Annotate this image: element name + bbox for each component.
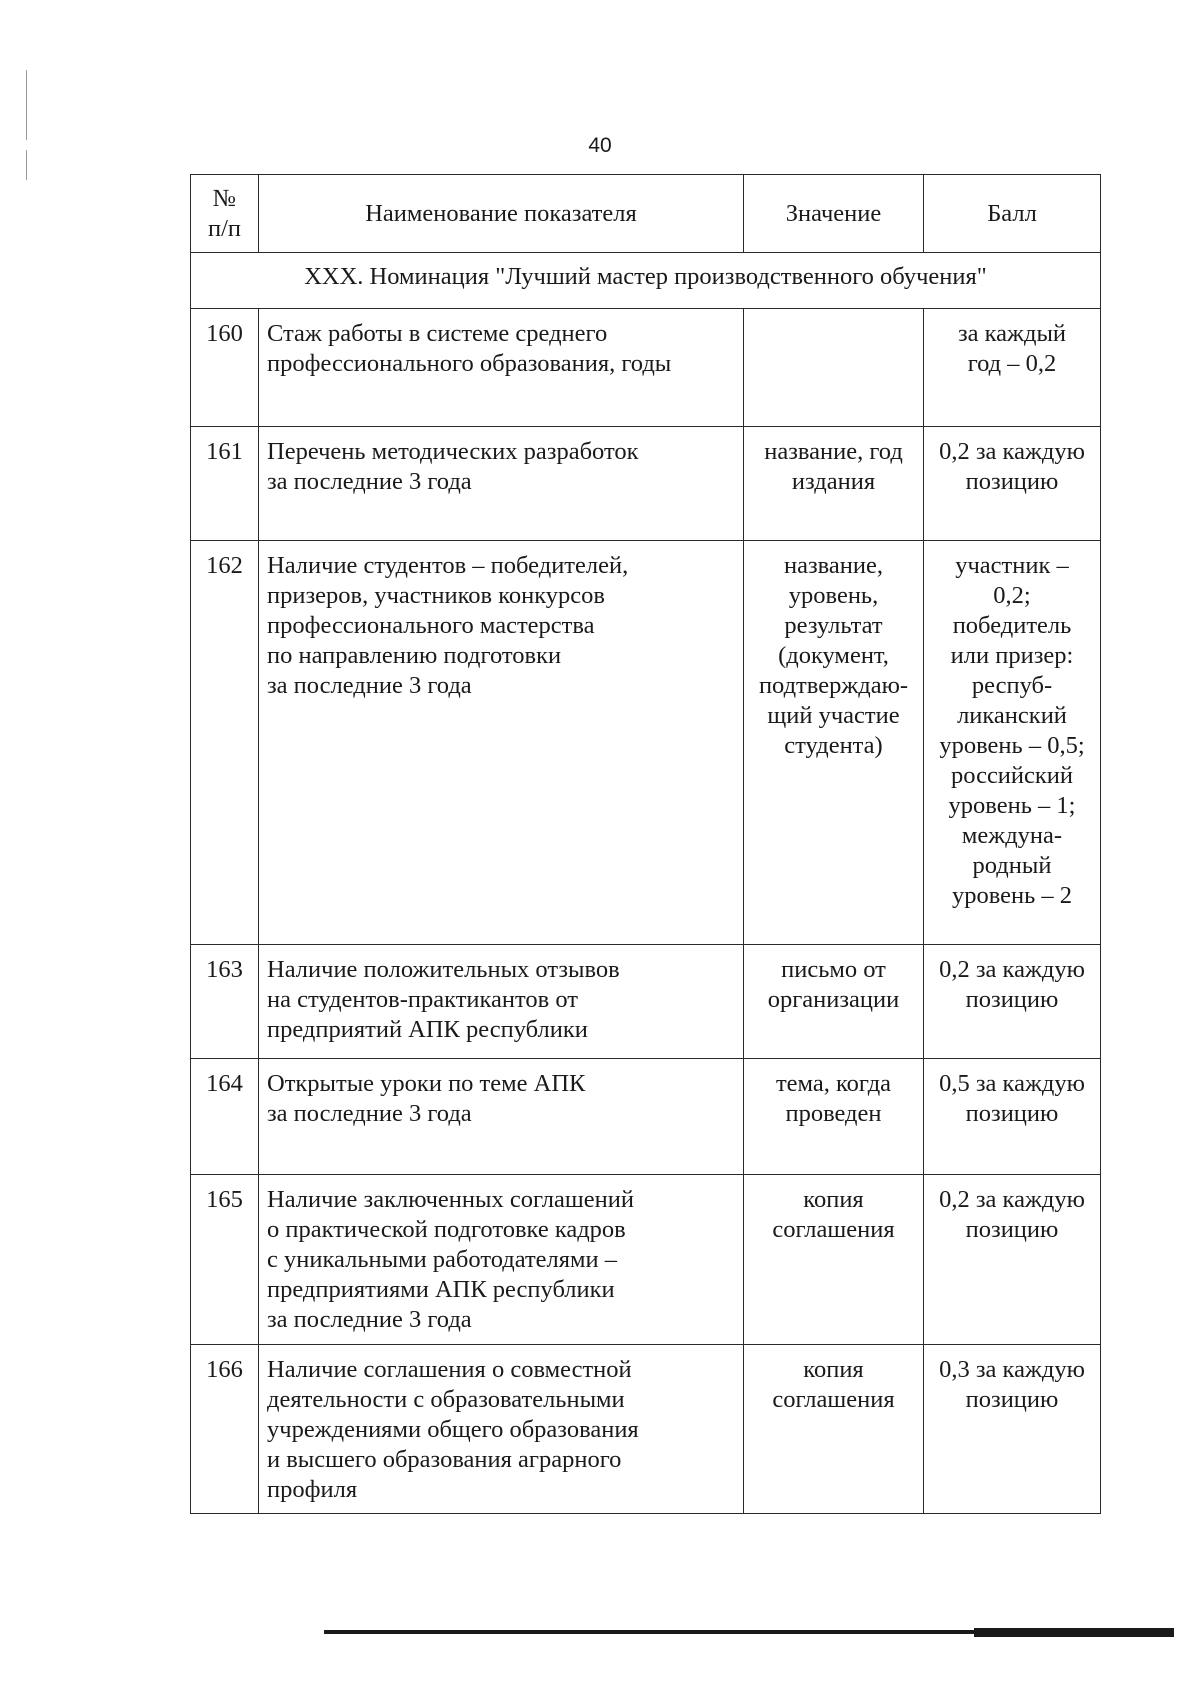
- row-value: название, год издания: [744, 427, 924, 541]
- table-header-row: [191, 175, 1101, 253]
- table-row: [191, 427, 1101, 541]
- row-num: 165: [191, 1175, 259, 1345]
- row-value: копия соглашения: [744, 1175, 924, 1345]
- row-num: 166: [191, 1345, 259, 1514]
- table-row: [191, 1059, 1101, 1175]
- row-score: 0,5 за каждую позицию: [924, 1059, 1101, 1175]
- row-score: 0,2 за каждую позицию: [924, 945, 1101, 1059]
- row-value: письмо от организации: [744, 945, 924, 1059]
- row-num: 164: [191, 1059, 259, 1175]
- row-score: за каждый год – 0,2: [924, 309, 1101, 427]
- row-name: Открытые уроки по теме АПК за последние 3 года: [259, 1059, 744, 1175]
- header-score: Балл: [924, 175, 1101, 253]
- row-name: Наличие положительных отзывов на студентов-практикантов от предприятий АПК республики: [259, 945, 744, 1059]
- row-num: 161: [191, 427, 259, 541]
- row-name: Стаж работы в системе среднего профессионального образования, годы: [259, 309, 744, 427]
- row-name: Наличие соглашения о совместной деятельности с образовательными учреждениями общего образования и высшего образования аграрного профиля: [259, 1345, 744, 1514]
- row-name: Наличие заключенных соглашений о практической подготовке кадров с уникальными работодателями – предприятиями АПК республики за последние 3 года: [259, 1175, 744, 1345]
- row-value: копия соглашения: [744, 1345, 924, 1514]
- row-num: 160: [191, 309, 259, 427]
- table-row: [191, 945, 1101, 1059]
- row-score: 0,3 за каждую позицию: [924, 1345, 1101, 1514]
- row-name: Перечень методических разработок за последние 3 года: [259, 427, 744, 541]
- row-value: тема, когда проведен: [744, 1059, 924, 1175]
- header-value: Значение: [744, 175, 924, 253]
- header-num: № п/п: [191, 175, 259, 253]
- table-row: [191, 1175, 1101, 1345]
- row-score: 0,2 за каждую позицию: [924, 427, 1101, 541]
- row-value: название, уровень, результат (документ, подтверждаю- щий участие студента): [744, 541, 924, 945]
- row-score: 0,2 за каждую позицию: [924, 1175, 1101, 1345]
- scan-edge-mark: [26, 70, 27, 140]
- footer-rule: [324, 1630, 1174, 1634]
- table-row: [191, 1345, 1101, 1514]
- header-name: Наименование показателя: [259, 175, 744, 253]
- section-title: XXX. Номинация "Лучший мастер производственного обучения": [191, 253, 1101, 309]
- row-score: участник – 0,2; победитель или призер: респуб- ликанский уровень – 0,5; российский уровень – 1; междуна- родный уровень – 2: [924, 541, 1101, 945]
- page-number: 40: [588, 134, 612, 157]
- row-num: 162: [191, 541, 259, 945]
- row-num: 163: [191, 945, 259, 1059]
- row-name: Наличие студентов – победителей, призеров, участников конкурсов профессионального мастерства по направлению подготовки за последние 3 года: [259, 541, 744, 945]
- section-row: [191, 253, 1101, 309]
- indicators-table: [190, 174, 1101, 1514]
- table-row: [191, 541, 1101, 945]
- table-row: [191, 309, 1101, 427]
- row-value: [744, 309, 924, 427]
